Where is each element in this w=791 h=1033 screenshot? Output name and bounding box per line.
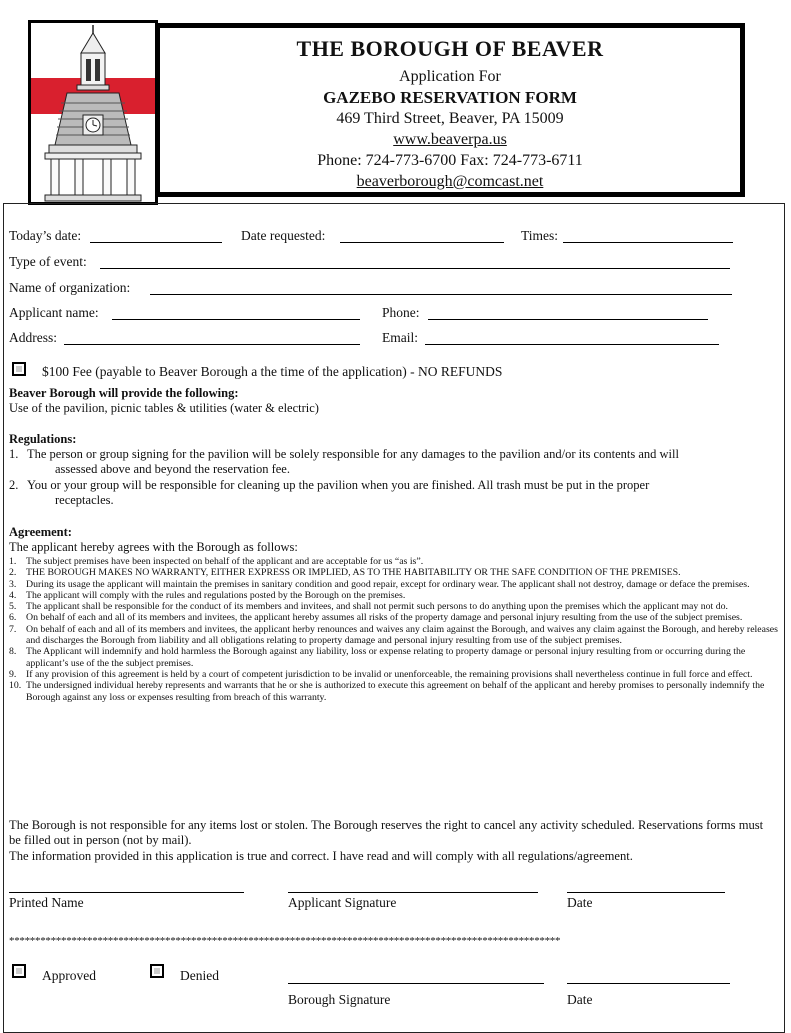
agreement-number: 1. [9, 556, 17, 567]
approved-checkbox[interactable] [12, 964, 26, 978]
agreement-number: 3. [9, 578, 17, 590]
times-field[interactable] [563, 242, 733, 243]
agreement-text: If any provision of this agreement is held by a court of competent jurisdiction to be invalid or unenforceable, the remaining provisions shall nevertheless continue in full force and effect. [26, 668, 753, 680]
fee-checkbox[interactable] [12, 362, 26, 376]
printed-name-line[interactable] [9, 892, 244, 893]
agreement-item [9, 669, 779, 680]
regulations-list [9, 447, 779, 508]
borough-date-line[interactable] [567, 983, 730, 984]
applicant-name-label: Applicant name: [9, 305, 99, 320]
provide-text: Use of the pavilion, picnic tables & utilities (water & electric) [9, 401, 319, 415]
regulation-text: The person or group signing for the pavilion will be solely responsible for any damages to the pavilion and/or its contents and will [27, 447, 679, 461]
regulation-item [9, 447, 779, 462]
applicant-name-field[interactable] [112, 319, 360, 320]
agreement-item [9, 567, 779, 578]
disclaimer-text: The Borough is not responsible for any items lost or stolen. The Borough reserves the right to cancel any activity scheduled. Reservations forms must be filled out in person (not by mail). [9, 818, 764, 847]
borough-logo [28, 20, 158, 205]
regulation-text-cont: receptacles. [55, 493, 114, 507]
regulation-text: You or your group will be responsible for cleaning up the pavilion when you are finished. All trash must be put in the proper [27, 478, 650, 492]
form-name: GAZEBO RESERVATION FORM [323, 88, 577, 107]
organization-label: Name of organization: [9, 280, 131, 295]
page-title: THE BOROUGH OF BEAVER [296, 36, 604, 61]
agreement-number: 5. [9, 601, 17, 613]
phone-label: Phone: [382, 305, 420, 320]
type-of-event-label: Type of event: [9, 254, 87, 269]
agreement-item [9, 646, 779, 669]
website-link[interactable]: www.beaverpa.us [393, 131, 507, 148]
agreement-text: On behalf of each and all of its members and invitees, the applicant hereby assumes all risks of the property damage and personal injury resulting from the use of the subject premises. [26, 612, 743, 624]
agreement-text: The subject premises have been inspected on behalf of the applicant and are acceptable for us “as is”. [26, 556, 424, 567]
clock-tower-icon [31, 23, 155, 202]
regulation-number: 2. [9, 478, 19, 492]
date-line[interactable] [567, 892, 725, 893]
separator: ********************************************************************************************************** [9, 935, 561, 947]
agreement-item [9, 601, 779, 612]
address-field[interactable] [64, 344, 360, 345]
printed-name-label: Printed Name [9, 895, 84, 910]
header-address: 469 Third Street, Beaver, PA 15009 [336, 110, 564, 127]
applicant-signature-line[interactable] [288, 892, 538, 893]
agreement-number: 2. [9, 567, 17, 579]
agreement-number: 4. [9, 589, 17, 601]
email-field[interactable] [425, 344, 719, 345]
organization-field[interactable] [150, 294, 732, 295]
agreement-item [9, 612, 779, 623]
agreement-text: On behalf of each and all of its members and invitees, the applicant herby renounces and waives any claim against the Borough, and waives any claim against the Borough, and hereby releases and discharges the Borough from liability and all obligations relating to property damage and personal injury resulting from use of the subject premises. [26, 623, 778, 647]
header-phone-fax: Phone: 724-773-6700 Fax: 724-773-6711 [317, 152, 583, 169]
applicant-signature-label: Applicant Signature [288, 895, 397, 910]
email-label: Email: [382, 330, 418, 345]
regulations-heading: Regulations: [9, 432, 77, 446]
todays-date-label: Today’s date: [9, 228, 82, 243]
regulation-number: 1. [9, 447, 19, 461]
date-requested-field[interactable] [340, 242, 504, 243]
agreement-item [9, 590, 779, 601]
borough-signature-label: Borough Signature [288, 992, 391, 1007]
regulation-text-cont: assessed above and beyond the reservation fee. [55, 462, 290, 476]
agreement-item [9, 680, 779, 703]
agreement-text: The undersigned individual hereby represents and warrants that he or she is authorized to execute this agreement on behalf of the applicant and hereby promises to personally indemnify the Borough against any loss or expenses resulting from breach of this warranty. [26, 680, 765, 703]
agreement-item [9, 579, 779, 590]
borough-date-label: Date [567, 992, 593, 1007]
agreement-text: THE BOROUGH MAKES NO WARRANTY, EITHER EXPRESS OR IMPLIED, AS TO THE HABITABILITY OR THE SAFE CONDITION OF THE PREMISES. [26, 567, 681, 579]
agreement-number: 7. [9, 623, 17, 635]
phone-field[interactable] [428, 319, 708, 320]
agreement-number: 6. [9, 612, 17, 624]
agreement-text: The Applicant will indemnify and hold harmless the Borough against any liability, loss or expense relating to property damage or personal injury resulting from or occurring during the applicant’s use of the the subject premises. [26, 646, 746, 669]
certify-text: The information provided in this application is true and correct. I have read and will comply with all regulations/agreement. [9, 849, 633, 863]
type-of-event-field[interactable] [100, 268, 730, 269]
fee-text: $100 Fee (payable to Beaver Borough a the time of the application) - NO REFUNDS [42, 364, 503, 379]
agreement-text: During its usage the applicant will maintain the premises in sanitary condition and good repair, except for ordinary wear. The applicant shall not destroy, damage or deface the premises. [26, 578, 750, 590]
agreement-number: 8. [9, 646, 17, 658]
denied-checkbox[interactable] [150, 964, 164, 978]
header-box [155, 23, 745, 197]
agreement-text: The applicant shall be responsible for the conduct of its members and invitees, and shall not permit such persons to do anything upon the premises which the applicant may not do. [26, 601, 728, 613]
times-label: Times: [521, 228, 559, 243]
email-link[interactable]: beaverborough@comcast.net [356, 173, 544, 190]
borough-signature-line[interactable] [288, 983, 544, 984]
provide-heading: Beaver Borough will provide the following: [9, 386, 239, 400]
date-label: Date [567, 895, 593, 910]
agreement-number: 9. [9, 668, 17, 680]
agreement-list [9, 556, 779, 703]
agreement-item [9, 556, 779, 567]
agreement-text: The applicant will comply with the rules and regulations posted by the Borough on the premises. [26, 589, 406, 601]
agreement-intro: The applicant hereby agrees with the Borough as follows: [9, 540, 298, 554]
regulation-item [9, 478, 779, 493]
todays-date-field[interactable] [90, 242, 222, 243]
address-label: Address: [9, 330, 57, 345]
agreement-item [9, 624, 779, 647]
date-requested-label: Date requested: [241, 228, 326, 243]
agreement-number: 10. [9, 680, 22, 692]
denied-label: Denied [180, 968, 219, 983]
header-subtitle: Application For [399, 68, 501, 85]
agreement-heading: Agreement: [9, 525, 72, 539]
approved-label: Approved [42, 968, 96, 983]
